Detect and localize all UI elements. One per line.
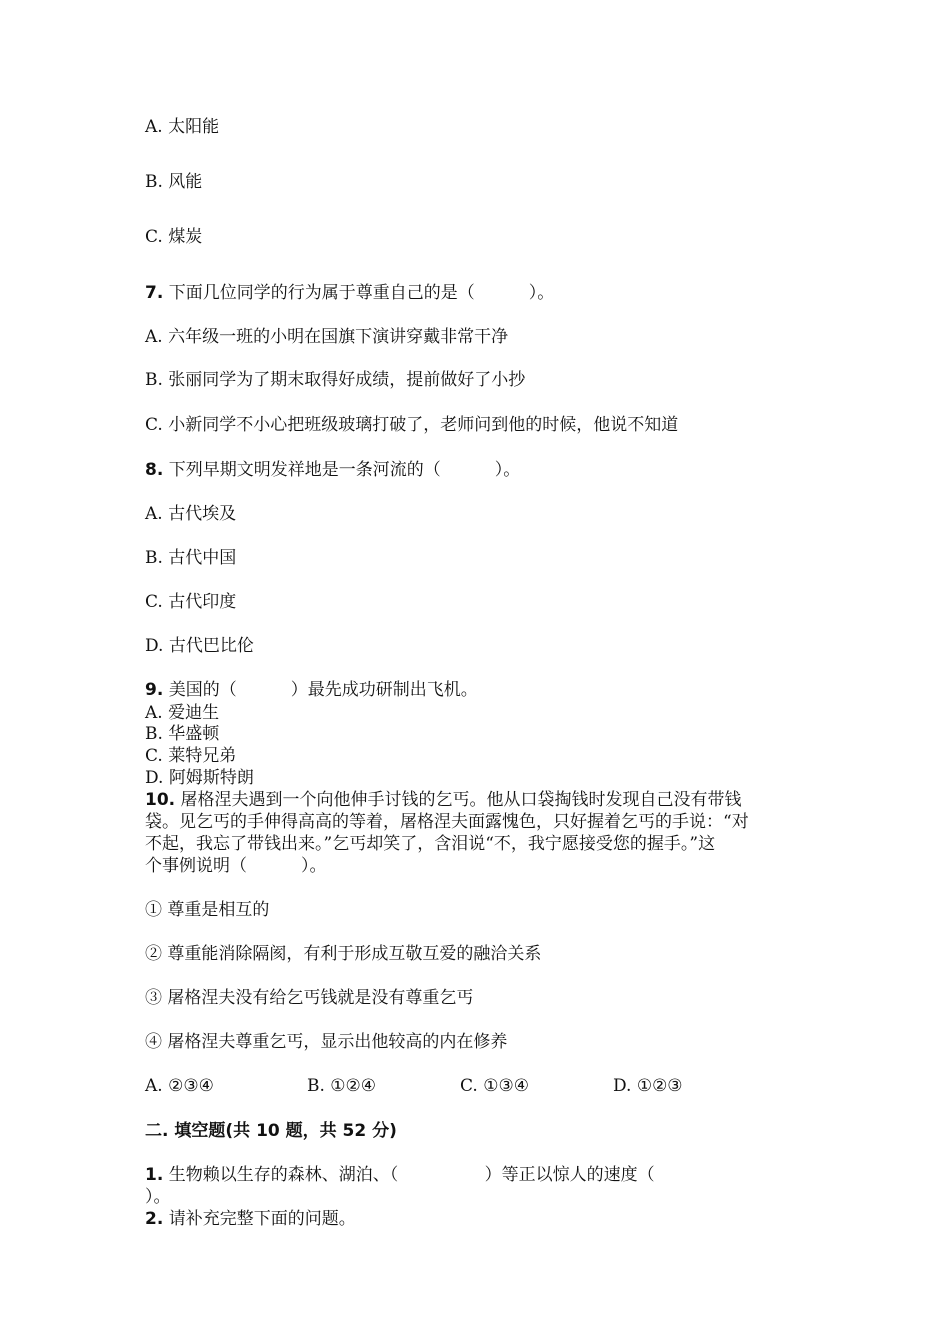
q7-option-a: A. 六年级一班的小明在国旗下演讲穿戴非常干净 [145, 327, 509, 347]
q6-option-b: B. 风能 [145, 172, 203, 192]
q8-text: 下列早期文明发祥地是一条河流的（ ）。 [163, 460, 521, 480]
fill1-stem-line2: ）。 [145, 1187, 171, 1207]
q10-option-d: D. ①②③ [613, 1076, 683, 1096]
q7-stem [145, 283, 554, 304]
q7-number: 7. [145, 283, 164, 303]
q9-option-a: A. 爱迪生 [145, 703, 220, 723]
q9-option-b: B. 华盛顿 [145, 724, 220, 744]
fill2-stem [145, 1209, 356, 1230]
q10-statement-2: ② 尊重能消除隔阂，有利于形成互敬互爱的融洽关系 [145, 944, 542, 964]
q7-option-b: B. 张丽同学为了期末取得好成绩，提前做好了小抄 [145, 370, 526, 390]
q6-option-c: C. 煤炭 [145, 227, 203, 247]
fill1-text-1: 生物赖以生存的森林、湖泊、（ ）等正以惊人的速度（ [163, 1165, 655, 1185]
q10-statement-3: ③ 屠格涅夫没有给乞丐钱就是没有尊重乞丐 [145, 988, 474, 1008]
q8-number: 8. [145, 460, 164, 480]
q7-option-c: C. 小新同学不小心把班级玻璃打破了，老师问到他的时候，他说不知道 [145, 415, 679, 435]
section-heading-fill-in: 二. 填空题(共 10 题，共 52 分) [145, 1121, 397, 1141]
q9-option-c: C. 莱特兄弟 [145, 746, 237, 766]
q9-number: 9. [145, 680, 164, 700]
fill1-stem-line1 [145, 1165, 655, 1186]
fill1-number: 1. [145, 1165, 164, 1185]
q10-option-c: C. ①③④ [460, 1076, 529, 1096]
q9-stem [145, 680, 478, 701]
q10-stem-line4: 个事例说明（ ）。 [145, 856, 327, 876]
q10-option-a: A. ②③④ [145, 1076, 214, 1096]
q8-option-a: A. 古代埃及 [145, 504, 237, 524]
q7-text: 下面几位同学的行为属于尊重自己的是（ ）。 [163, 283, 555, 303]
fill2-text: 请补充完整下面的问题。 [163, 1209, 356, 1229]
q10-stem-line2: 袋。见乞丐的手伸得高高的等着，屠格涅夫面露愧色，只好握着乞丐的手说：“对 [145, 812, 749, 832]
q10-stem-line1 [145, 790, 742, 811]
q8-option-b: B. 古代中国 [145, 548, 237, 568]
fill2-number: 2. [145, 1209, 164, 1229]
q10-text-1: 屠格涅夫遇到一个向他伸手讨钱的乞丐。他从口袋掏钱时发现自己没有带钱 [175, 790, 742, 810]
q10-stem-line3: 不起，我忘了带钱出来。”乞丐却笑了，含泪说“不，我宁愿接受您的握手。”这 [145, 834, 716, 854]
q10-statement-1: ① 尊重是相互的 [145, 900, 270, 920]
q10-number: 10. [145, 790, 176, 810]
q8-option-d: D. 古代巴比伦 [145, 636, 254, 656]
q8-stem [145, 460, 520, 481]
q10-statement-4: ④ 屠格涅夫尊重乞丐，显示出他较高的内在修养 [145, 1032, 508, 1052]
q9-option-d: D. 阿姆斯特朗 [145, 768, 254, 788]
q10-option-b: B. ①②④ [307, 1076, 377, 1096]
q6-option-a: A. 太阳能 [145, 117, 220, 137]
q8-option-c: C. 古代印度 [145, 592, 237, 612]
q9-text: 美国的（ ）最先成功研制出飞机。 [163, 680, 478, 700]
